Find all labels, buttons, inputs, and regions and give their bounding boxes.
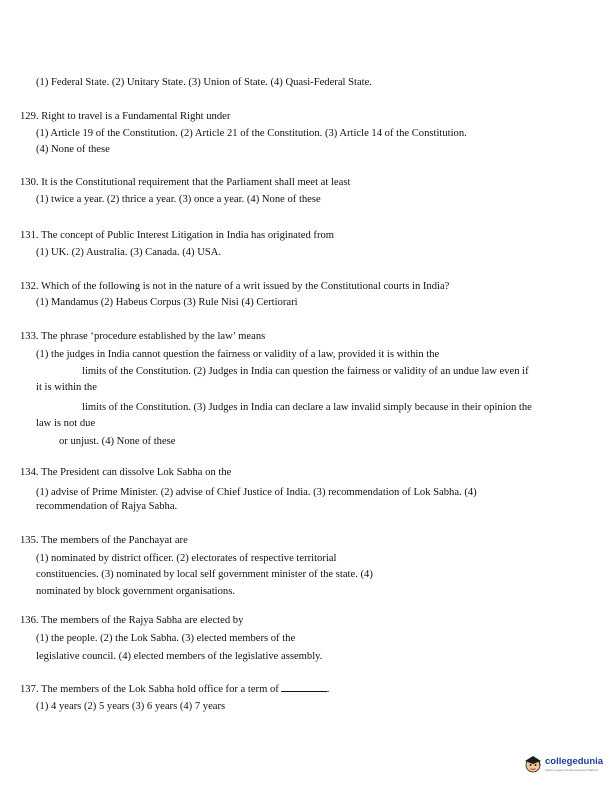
options-text: or unjust. (4) None of these — [59, 436, 176, 447]
options-text: (1) Mandamus (2) Habeus Corpus (3) Rule Nisi (4) Certiorari — [36, 297, 298, 308]
question-end: . — [326, 684, 330, 695]
options-text: (1) UK. (2) Australia. (3) Canada. (4) USA. — [36, 247, 222, 258]
question-text: 134. The President can dissolve Lok Sabha on the — [20, 467, 232, 478]
question-text: 132. Which of the following is not in the nature of a writ issued by the Constitutional courts in India? — [20, 281, 450, 292]
question-text — [20, 682, 329, 696]
options-text: (1) Article 19 of the Constitution. (2) Article 21 of the Constitution. (3) Article 14 of the Constitution. — [36, 128, 467, 139]
text-line: (1) Federal State. (2) Unitary State. (3) Union of State. (4) Quasi-Federal State. — [36, 77, 372, 88]
question-stem: 137. The members of the Lok Sabha hold office for a term of — [20, 684, 279, 695]
question-text: 133. The phrase ‘procedure established by the law’ means — [20, 331, 266, 342]
options-text: it is within the — [36, 382, 97, 393]
options-text: legislative council. (4) elected members of the legislative assembly. — [36, 651, 323, 662]
mascot-icon — [523, 754, 543, 774]
options-text: (1) the people. (2) the Lok Sabha. (3) elected members of the — [36, 633, 296, 644]
options-text: (1) the judges in India cannot question the fairness or validity of a law, provided it is within the — [36, 349, 440, 360]
options-text: law is not due — [36, 418, 96, 429]
question-text: 130. It is the Constitutional requirement that the Parliament shall meet at least — [20, 177, 351, 188]
options-text: (1) nominated by district officer. (2) electorates of respective territorial — [36, 553, 337, 564]
logo-tagline: India's Largest Student Review Platform — [545, 768, 599, 772]
options-text: (1) 4 years (2) 5 years (3) 6 years (4) 7 years — [36, 701, 226, 712]
options-text: (1) advise of Prime Minister. (2) advise of Chief Justice of India. (3) recommendation of Lok Sabha. (4) — [36, 487, 477, 498]
question-text: 129. Right to travel is a Fundamental Right under — [20, 111, 231, 122]
options-text: (4) None of these — [36, 144, 110, 155]
logo-name: collegedunia — [545, 756, 604, 767]
question-text: 136. The members of the Rajya Sabha are elected by — [20, 615, 244, 626]
question-text: 131. The concept of Public Interest Litigation in India has originated from — [20, 230, 335, 241]
question-text: 135. The members of the Panchayat are — [20, 535, 188, 546]
options-text: constituencies. (3) nominated by local self government minister of the state. (4) — [36, 569, 373, 580]
options-text: nominated by block government organisations. — [36, 586, 235, 597]
answer-blank — [281, 682, 327, 692]
options-text: limits of the Constitution. (3) Judges in India can declare a law invalid simply because in their opinion the — [82, 402, 532, 413]
options-text: recommendation of Rajya Sabha. — [36, 501, 178, 512]
options-text: limits of the Constitution. (2) Judges in India can question the fairness or validity of an undue law even if — [82, 366, 529, 377]
options-text: (1) twice a year. (2) thrice a year. (3) once a year. (4) None of these — [36, 194, 321, 205]
collegedunia-logo — [523, 752, 607, 778]
